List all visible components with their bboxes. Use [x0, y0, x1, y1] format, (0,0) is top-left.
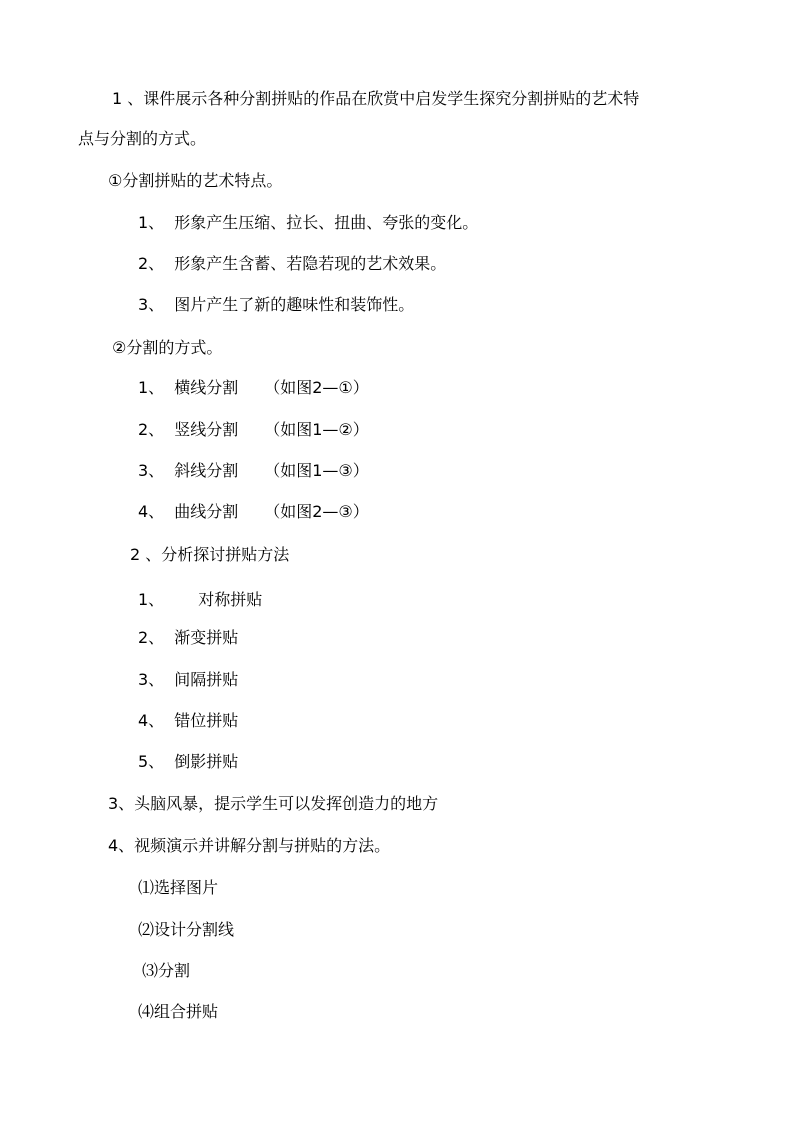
feature-text: 形象产生压缩、拉长、扭曲、夸张的变化。	[174, 213, 479, 232]
collage-method-item	[138, 711, 238, 731]
collage-method-item	[138, 590, 262, 610]
method-reference: （如图2—③）	[264, 502, 369, 521]
feature-text: 图片产生了新的趣味性和装饰性。	[174, 295, 415, 314]
method-number: 4、	[138, 502, 165, 521]
method-text: 竖线分割	[174, 420, 239, 439]
step-item: ⑶分割	[142, 961, 191, 980]
method-number: 2、	[138, 420, 165, 439]
method-number: 3、	[138, 461, 165, 480]
collage-method-number: 3、	[138, 670, 165, 689]
collage-method-text: 对称拼贴	[198, 590, 263, 609]
collage-method-text: 渐变拼贴	[174, 628, 239, 647]
section4-title: 4、视频演示并讲解分割与拼贴的方法。	[108, 836, 391, 855]
method-number: 1、	[138, 378, 165, 397]
method-text: 斜线分割	[174, 461, 239, 480]
collage-method-item	[138, 628, 238, 648]
section1-intro-line1: 1 、课件展示各种分割拼贴的作品在欣赏中启发学生探究分割拼贴的艺术特	[112, 89, 640, 108]
method-text: 曲线分割	[174, 502, 239, 521]
feature-item	[138, 213, 478, 233]
feature-item	[138, 295, 414, 315]
section1-intro-line2: 点与分割的方式。	[78, 129, 207, 148]
step-item: ⑷组合拼贴	[138, 1002, 219, 1021]
methods-title: ②分割的方式。	[112, 338, 223, 357]
collage-method-text: 错位拼贴	[174, 711, 239, 730]
feature-number: 2、	[138, 254, 165, 273]
collage-method-number: 1、	[138, 590, 165, 609]
section3-title: 3、头脑风暴，提示学生可以发挥创造力的地方	[108, 794, 439, 813]
method-reference: （如图1—②）	[264, 420, 369, 439]
section2-title: 2 、分析探讨拼贴方法	[130, 545, 290, 564]
method-item	[138, 461, 369, 481]
method-item	[138, 502, 369, 522]
collage-method-item	[138, 752, 238, 772]
feature-text: 形象产生含蓄、若隐若现的艺术效果。	[174, 254, 447, 273]
method-text: 横线分割	[174, 378, 239, 397]
method-reference: （如图2—①）	[264, 378, 369, 397]
feature-item	[138, 254, 446, 274]
collage-method-text: 倒影拼贴	[174, 752, 239, 771]
method-reference: （如图1—③）	[264, 461, 369, 480]
collage-method-item	[138, 670, 238, 690]
method-item	[138, 378, 369, 398]
method-item	[138, 420, 369, 440]
collage-method-number: 5、	[138, 752, 165, 771]
step-item: ⑴选择图片	[138, 878, 219, 897]
step-item: ⑵设计分割线	[138, 920, 235, 939]
collage-method-number: 2、	[138, 628, 165, 647]
collage-method-text: 间隔拼贴	[174, 670, 239, 689]
collage-method-number: 4、	[138, 711, 165, 730]
feature-number: 1、	[138, 213, 165, 232]
feature-number: 3、	[138, 295, 165, 314]
features-title: ①分割拼贴的艺术特点。	[108, 171, 283, 190]
